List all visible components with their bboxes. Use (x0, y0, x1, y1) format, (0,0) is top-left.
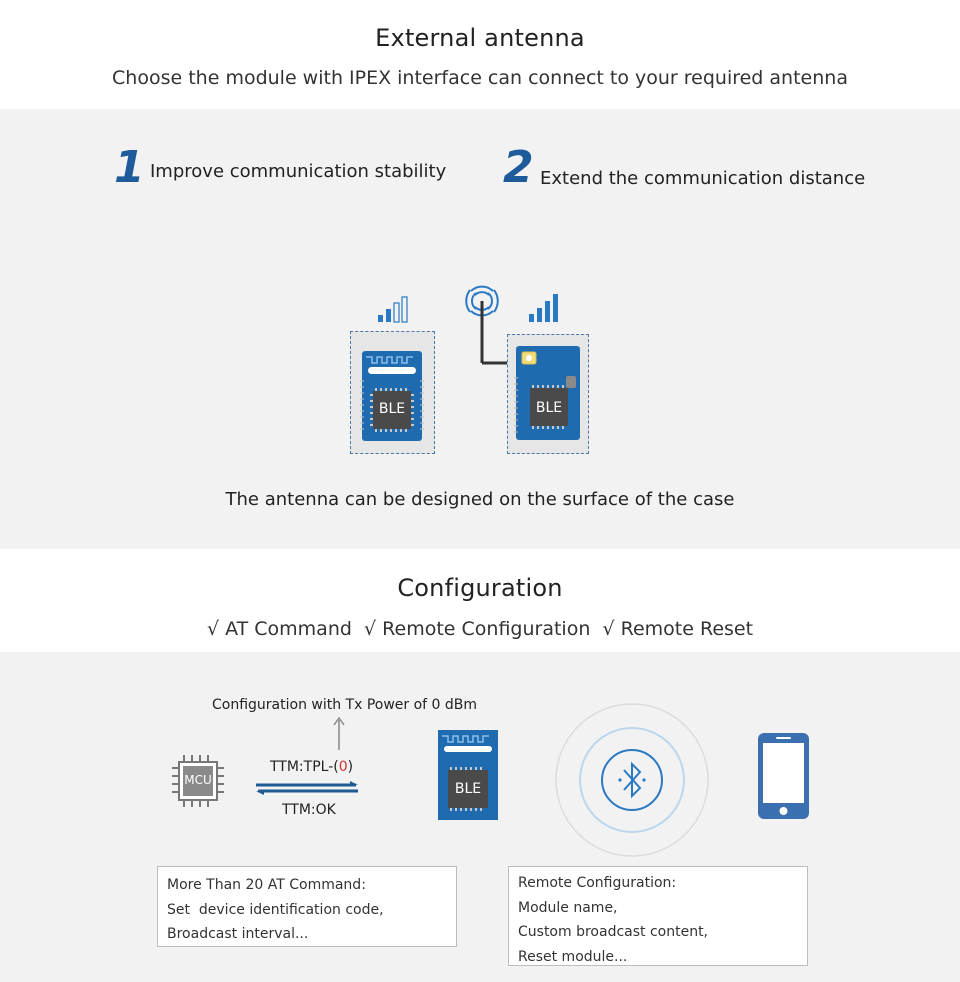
config-item-remote-configuration: √ Remote Configuration (364, 618, 591, 640)
feature-1-text: Improve communication stability (150, 161, 447, 182)
remote-config-info-box (508, 866, 808, 966)
remote-box-line-2: Module name, (518, 899, 618, 916)
right-chip-label: BLE (535, 400, 563, 416)
mcu-label: MCU (184, 773, 212, 787)
bluetooth-signal-icon (554, 702, 710, 858)
config-chip-label: BLE (454, 781, 482, 797)
signal-bars-icon (376, 294, 416, 324)
antenna-subtitle: Choose the module with IPEX interface can connect to your required antenna (112, 67, 848, 89)
config-title: Configuration (397, 574, 563, 602)
remote-box-line-4: Reset module... (518, 948, 628, 965)
feature-2-text: Extend the communication distance (540, 168, 866, 189)
cmd-prefix: TTM:TPL-( (270, 759, 339, 775)
config-item-at-command: √ AT Command (206, 618, 352, 640)
at-response-text: TTM:OK (282, 802, 336, 818)
config-ble-module (436, 728, 500, 820)
at-command-text (270, 759, 353, 775)
antenna-caption: The antenna can be designed on the surface of the case (225, 489, 735, 510)
config-item-remote-reset: √ Remote Reset (602, 618, 754, 640)
at-command-info-box (157, 866, 457, 947)
at-box-line-2: Set device identification code, (167, 901, 384, 918)
at-box-line-1: More Than 20 AT Command: (167, 877, 366, 893)
cmd-value: 0 (338, 759, 348, 775)
bidirectional-arrows-icon (252, 780, 362, 796)
remote-box-line-3: Custom broadcast content, (518, 924, 709, 940)
left-chip-label: BLE (378, 401, 406, 417)
config-feature-list (0, 618, 960, 640)
up-arrow-icon (332, 716, 346, 752)
remote-box-line-1: Remote Configuration: (518, 875, 677, 891)
feature-1-number: 1 (114, 142, 145, 193)
signal-bars-full-icon (527, 292, 567, 324)
feature-2-number: 2 (503, 142, 534, 193)
ble-module-ipex (514, 344, 582, 442)
tx-power-note: Configuration with Tx Power of 0 dBm (212, 697, 478, 713)
cmd-suffix: ) (347, 759, 354, 775)
at-box-line-3: Broadcast interval... (167, 926, 309, 942)
smartphone-icon (756, 731, 811, 821)
ble-module-pcb-antenna (360, 349, 424, 443)
antenna-title: External antenna (375, 24, 585, 52)
